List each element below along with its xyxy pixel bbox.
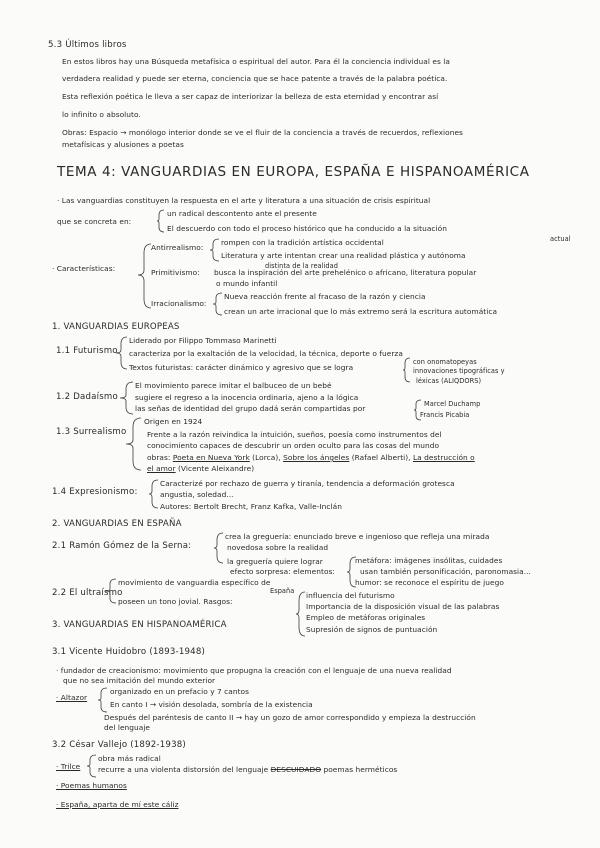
surrealismo-item: Frente a la razón reivindica la intuición, sueños, poesía como instrumentos del [147, 430, 442, 439]
ultraismo-item: movimiento de vanguardia específico de [118, 578, 271, 587]
concreta-label: que se concreta en: [57, 217, 132, 226]
altazor-item: organizado en un prefacio y 7 cantos [110, 687, 250, 696]
paragraph-line: Esta reflexión poética le lleva a ser capaz de interiorizar la belleza de esta eternidad y encontrar así [62, 92, 439, 101]
ramon-item: efecto sorpresa: elementos: [230, 567, 335, 576]
brace-icon [120, 381, 134, 415]
paragraph-line: verdadera realidad y puede ser eterna, conciencia que se hace patente a través de la palabra poética. [62, 74, 448, 83]
futurismo-subitem: léxicas (ALIQDORS) [416, 377, 482, 385]
expresionismo-item: Autores: Bertolt Brecht, Franz Kafka, Valle-Inclán [160, 502, 342, 511]
page-title: TEMA 4: VANGUARDIAS EN EUROPA, ESPAÑA E HISPANOAMÉRICA [57, 164, 530, 180]
expresionismo-item-cont: angustia, soledad... [160, 490, 234, 499]
primitivismo-item-cont: o mundo infantil [216, 279, 278, 288]
ultraismo-rasgo: Empleo de metáforas originales [306, 613, 426, 622]
work-title: La destrucción o [412, 453, 475, 462]
expresionismo-item: Caracterizé por rechazo de guerra y tiranía, tendencia a deformación grotesca [160, 479, 455, 488]
antirrealismo-item-cont: distinta de la realidad [265, 262, 338, 270]
caracteristicas-label: · Características: [52, 264, 116, 273]
struck-word: DESCUIDADO [270, 765, 322, 774]
dadaismo-item: sugiere el regreso a la inocencia ordinaria, ajeno a la lógica [135, 393, 359, 402]
dadaismo-subitem: Marcel Duchamp [424, 400, 481, 408]
brace-icon [105, 578, 117, 604]
futurismo-label: 1.1 Futurismo [56, 346, 118, 356]
trilce-label: · Trilce [56, 762, 81, 771]
huidobro-item: · fundador de creacionismo: movimiento que propugna la creación con el lenguaje de una nueva realidad [56, 666, 452, 675]
surrealismo-obras-cont [147, 464, 254, 474]
ultraismo-rasgo: Importancia de la disposición visual de las palabras [306, 602, 500, 611]
brace-icon [116, 336, 128, 370]
concreta-item: un radical descontento ante el presente [167, 209, 317, 218]
paragraph-line: En estos libros hay una Búsqueda metafísica o espiritual del autor. Para él la conciencia individual es la [62, 57, 450, 66]
brace-icon [403, 357, 411, 383]
surrealismo-label: 1.3 Surrealismo [56, 427, 127, 437]
ultraismo-label: 2.2 El ultraísmo [52, 588, 123, 598]
section-heading: 2. VANGUARDIAS EN ESPAÑA [52, 519, 182, 529]
section-heading: 3. VANGUARDIAS EN HISPANOAMÉRICA [52, 620, 227, 630]
brace-icon [210, 238, 220, 262]
altazor-item: En canto I → visión desolada, sombría de la existencia [110, 700, 313, 709]
espana-label: · España, aparta de mí este cáliz [56, 800, 179, 809]
ramon-label: 2.1 Ramón Gómez de la Serna: [52, 541, 192, 551]
work-title: Poeta en Nueva York [172, 453, 250, 462]
futurismo-item: caracteriza por la exaltación de la velocidad, la técnica, deporte o fuerza [129, 349, 403, 358]
paragraph-line: lo infinito o absoluto. [62, 110, 141, 119]
futurismo-item: Liderado por Filippo Tommaso Marinetti [129, 336, 277, 345]
altazor-item-cont: del lenguaje [104, 723, 151, 732]
brace-icon [126, 417, 142, 471]
surrealismo-obras [147, 453, 475, 463]
irracionalismo-label: Irracionalismo: [151, 299, 207, 308]
huidobro-heading: 3.1 Vicente Huidobro (1893-1948) [52, 647, 206, 657]
work-title: Sobre los ángeles [283, 453, 350, 462]
futurismo-subitem: con onomatopeyas [413, 358, 477, 366]
altazor-item: Después del paréntesis de canto II → hay un gozo de amor correspondido y empieza la destrucción [104, 713, 476, 722]
vallejo-heading: 3.2 César Vallejo (1892-1938) [52, 740, 186, 750]
ultraismo-item-cont: España [270, 587, 295, 595]
altazor-label: · Altazor [56, 693, 88, 702]
huidobro-item-cont: que no sea imitación del mundo exterior [63, 676, 216, 685]
work-author: (Rafael Alberti), [349, 453, 413, 462]
brace-icon [98, 687, 108, 713]
brace-icon [296, 591, 306, 637]
brace-icon [87, 754, 97, 778]
futurismo-item: Textos futuristas: carácter dinámico y agresivo que se logra [129, 363, 354, 372]
expresionismo-label: 1.4 Expresionismo: [52, 487, 138, 497]
obras-line: metafísicas y alusiones a poetas [62, 140, 184, 149]
obras-label: obras: [147, 453, 171, 462]
dadaismo-label: 1.2 Dadaísmo [56, 392, 118, 402]
trilce-item: obra más radical [98, 754, 161, 763]
ultraismo-rasgo: influencia del futurismo [306, 591, 395, 600]
brace-icon [214, 532, 224, 564]
antirrealismo-label: Antirrealismo: [151, 243, 204, 252]
ramon-item: la greguería quiere lograr [227, 557, 323, 566]
obras-line: Obras: Espacio → monólogo interior donde se ve el fluir de la conciencia a través de recuerdos, reflexiones [62, 128, 463, 137]
section-heading: 5.3 Últimos libros [48, 40, 127, 50]
brace-icon [157, 209, 165, 233]
futurismo-subitem: innovaciones tipográficas y [413, 367, 505, 375]
irracionalismo-item: Nueva reacción frente al fracaso de la razón y ciencia [224, 292, 426, 301]
ramon-item: crea la greguería: enunciado breve e ingenioso que refleja una mirada [225, 532, 490, 541]
trilce-text: recurre a una violenta distorsión del lenguaje [98, 765, 271, 774]
ramon-item-cont: novedosa sobre la realidad [227, 543, 329, 552]
primitivismo-item: busca la inspiración del arte prehelénico o africano, literatura popular [214, 268, 477, 277]
primitivismo-label: Primitivismo: [151, 268, 200, 277]
concreta-item-cont: actual [550, 235, 571, 243]
concreta-item: El descuerdo con todo el proceso histórico que ha conducido a la situación [167, 224, 447, 233]
ramon-subitem: metáfora: imágenes insólitas, cuidades [355, 556, 503, 565]
antirrealismo-item: rompen con la tradición artística occidental [221, 238, 384, 247]
trilce-text: poemas herméticos [321, 765, 398, 774]
poemas-humanos-label: · Poemas humanos [56, 781, 127, 790]
dadaismo-item: las señas de identidad del grupo dadá serán compartidas por [135, 404, 366, 413]
irracionalismo-item: crean un arte irracional que lo más extremo será la escritura automática [224, 307, 498, 316]
trilce-item [98, 765, 397, 775]
ramon-subitem: usan también personificación, paronomasia... [360, 567, 531, 576]
intro-line: · Las vanguardias constituyen la respuesta en el arte y literatura a una situación de crisis espiritual [57, 196, 431, 205]
section-heading: 1. VANGUARDIAS EUROPEAS [52, 322, 180, 332]
ultraismo-rasgo: Supresión de signos de puntuación [306, 625, 438, 634]
work-author: (Vicente Aleixandre) [175, 464, 255, 473]
surrealismo-item-cont: conocimiento capaces de descubrir un orden oculto para las cosas del mundo [147, 441, 440, 450]
brace-icon [213, 292, 223, 316]
ultraismo-item: poseen un tono jovial. Rasgos: [118, 597, 233, 606]
brace-icon [149, 479, 159, 509]
brace-icon [138, 243, 152, 309]
antirrealismo-item: Literatura y arte intentan crear una realidad plástica y autónoma [221, 251, 466, 260]
work-author: (Lorca), [249, 453, 284, 462]
dadaismo-item: El movimiento parece imitar el balbuceo de un bebé [135, 381, 332, 390]
ramon-subitem: humor: se reconoce el espíritu de juego [355, 578, 504, 587]
dadaismo-subitem: Francis Picabia [420, 411, 470, 419]
surrealismo-item: Origen en 1924 [144, 417, 203, 426]
work-title: el amor [147, 464, 176, 473]
